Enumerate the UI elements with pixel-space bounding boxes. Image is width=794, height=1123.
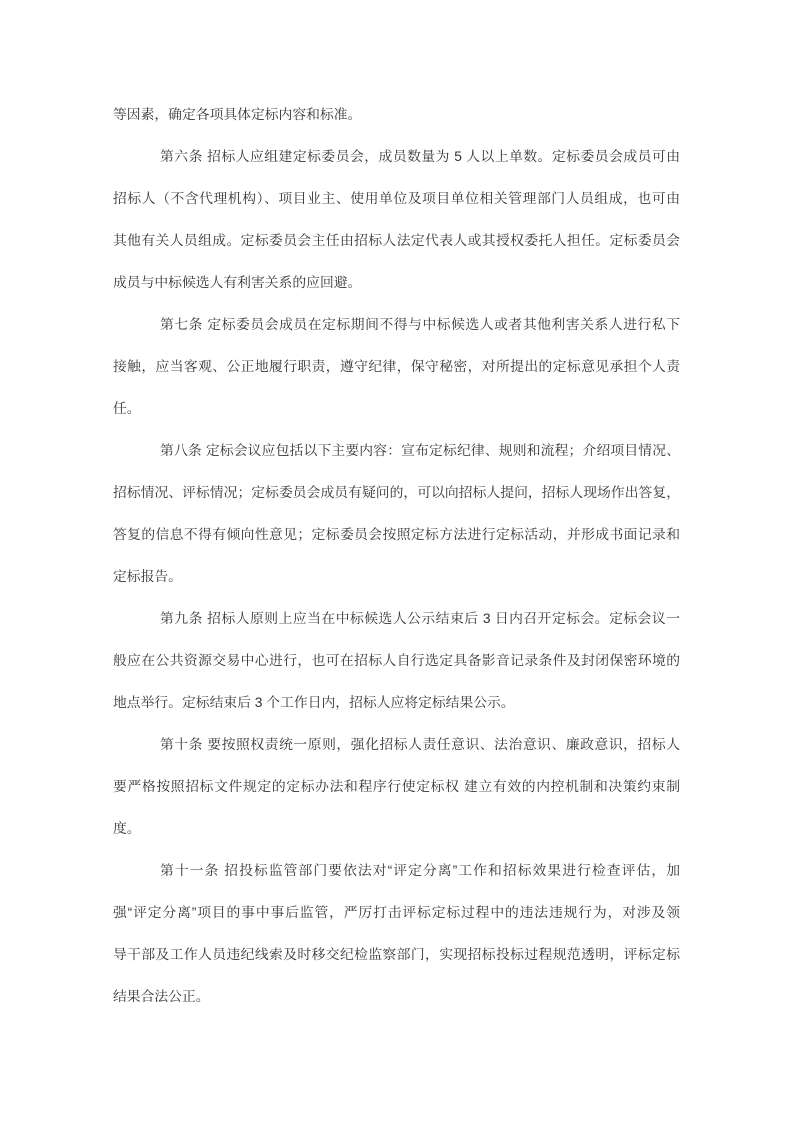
text-line: 第六条 招标人应组建定标委员会，成员数量为 5 人以上单数。定标委员会成员可由 <box>160 149 680 164</box>
text-line: 招标情况、评标情况；定标委员会成员有疑问的，可以向招标人提问，招标人现场作出答复， <box>113 485 680 500</box>
paragraph-article-10 <box>113 724 680 850</box>
paragraph-article-7 <box>113 304 680 430</box>
text-line: 等因素，确定各项具体定标内容和标准。 <box>113 107 362 122</box>
text-line: 结果合法公正。 <box>113 989 210 1004</box>
document-text-block <box>113 94 680 1018</box>
paragraph-article-6 <box>113 136 680 304</box>
text-line: 强“评定分离”项目的事中事后监管，严厉打击评标定标过程中的违法违规行为，对涉及领 <box>113 905 680 920</box>
text-line: 接触，应当客观、公正地履行职责，遵守纪律，保守秘密，对所提出的定标意见承担个人责 <box>113 359 680 374</box>
paragraph-article-8 <box>113 430 680 598</box>
paragraph-article-11 <box>113 850 680 1018</box>
text-line: 第十条 要按照权责统一原则，强化招标人责任意识、法治意识、廉政意识，招标人 <box>160 737 680 752</box>
text-line: 第十一条 招投标监管部门要依法对“评定分离”工作和招标效果进行检查评估，加 <box>160 863 680 878</box>
text-line: 度。 <box>113 821 141 836</box>
text-line: 第八条 定标会议应包括以下主要内容：宣布定标纪律、规则和流程；介绍项目情况、 <box>160 443 680 458</box>
text-line: 要严格按照招标文件规定的定标办法和程序行使定标权 建立有效的内控机制和决策约束制 <box>113 779 680 794</box>
text-line: 成员与中标候选人有利害关系的应回避。 <box>113 275 362 290</box>
paragraph-article-9 <box>113 598 680 724</box>
text-line: 任。 <box>113 401 141 416</box>
text-line: 答复的信息不得有倾向性意见；定标委员会按照定标方法进行定标活动，并形成书面记录和 <box>113 527 680 542</box>
text-line: 招标人（不含代理机构）、项目业主、使用单位及项目单位相关管理部门人员组成，也可由 <box>113 191 680 206</box>
text-line: 导干部及工作人员违纪线索及时移交纪检监察部门，实现招标投标过程规范透明，评标定标 <box>113 947 680 962</box>
paragraph-continuation <box>113 94 680 136</box>
text-line: 其他有关人员组成。定标委员会主任由招标人法定代表人或其授权委托人担任。定标委员会 <box>113 233 680 248</box>
text-line: 地点举行。定标结束后 3 个工作日内，招标人应将定标结果公示。 <box>113 695 515 710</box>
text-line: 第七条 定标委员会成员在定标期间不得与中标候选人或者其他利害关系人进行私下 <box>160 317 680 332</box>
text-line: 第九条 招标人原则上应当在中标候选人公示结束后 3 日内召开定标会。定标会议一 <box>160 611 680 626</box>
text-line: 定标报告。 <box>113 569 182 584</box>
text-line: 般应在公共资源交易中心进行，也可在招标人自行选定具备影音记录条件及封闭保密环境的 <box>113 653 680 668</box>
